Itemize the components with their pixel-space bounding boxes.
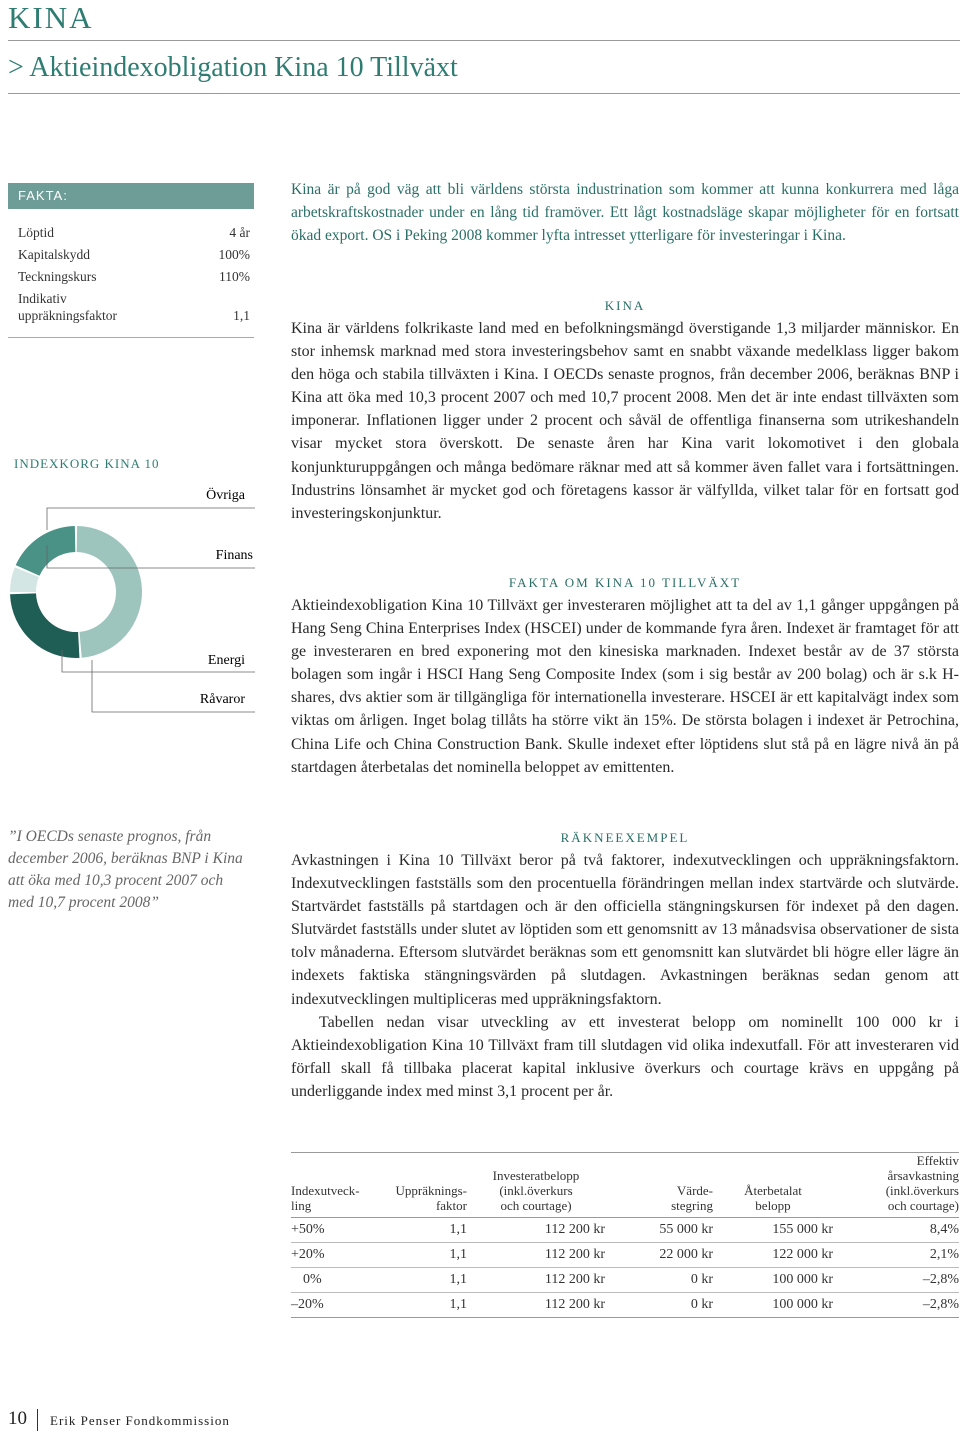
table-cell: –20%	[291, 1297, 324, 1312]
fact-row	[18, 246, 250, 263]
page-subtitle: > Aktieindexobligation Kina 10 Tillväxt	[8, 52, 458, 83]
header-divider	[8, 40, 960, 41]
table-cell: 2,1%	[929, 1247, 959, 1262]
table-cell: 1,1	[449, 1222, 467, 1237]
fact-row	[18, 268, 250, 285]
intro-paragraph: Kina är på god väg att bli världens största industrination som kommer att kunna konkurrera med låga arbetskraftskostnader under en lång tid framöver. Ett lågt kostnadsläge skapar möjligheter för en fortsatt ökad export. OS i Peking 2008 kommer lyfta intresset ytterligare för investeringar i Kina.	[291, 181, 959, 245]
table-header: Återbetalat belopp	[744, 1183, 802, 1213]
table-cell: 0%	[303, 1272, 322, 1287]
table-header: Indexutveck- ling	[291, 1183, 360, 1213]
donut-segment-ravaror	[77, 526, 142, 658]
fact-label: Kapitalskydd	[18, 247, 90, 262]
table-cell: 1,1	[449, 1297, 467, 1312]
table-cell: –2,8%	[922, 1297, 959, 1312]
segment-label-ravaror: Råvaror	[199, 692, 245, 707]
table-cell: 155 000 kr	[772, 1222, 833, 1237]
return-example-table	[291, 1152, 959, 1318]
facts-heading: FAKTA:	[8, 183, 254, 209]
donut-segment-energi	[10, 593, 79, 658]
fact-label: uppräkningsfaktor	[18, 308, 117, 323]
fact-value: 110%	[219, 269, 250, 284]
section-body-kina: Kina är världens folkrikaste land med en befolkningsmängd överstigande 1,3 miljarder människor. En stor inhemsk marknad med stora investeringsbehov samt en snabbt växande medelklass ligger bakom den höga och stabila tillväxten i Kina. I OECDs senaste prognos, från december 2006, beräknas BNP i Kina att öka med 10,3 procent 2007 och med 10,7 procent 2008. Men det är inte endast tillväxten som imponerar. Inflationen ligger under 2 procent och såväl de offentliga finanserna som utrikeshandeln visar mycket stora överskott. De senaste åren har Kina varit lokomotivet i den globala konjunkturuppgången och många bedömare räknar med att så kommer även fallet vara i fortsättningen. Industrins lönsamhet är mycket god och företagens kassor är välfyllda, vilket talar för en fortsatt god investeringskonjunktur.	[291, 320, 959, 522]
table-row	[291, 1243, 959, 1268]
section-heading-kina: KINA	[604, 298, 646, 313]
table-header: Effektiv årsavkastning (inkl.överkurs och courtage)	[885, 1153, 959, 1213]
pull-quote: ”I OECDs senaste prognos, från december 2006, beräknas BNP i Kina att öka med 10,3 procent 2007 och med 10,7 procent 2008”	[8, 828, 243, 911]
table-header-row	[291, 1153, 959, 1218]
segment-label-ovriga: Övriga	[206, 488, 245, 503]
facts-box	[8, 183, 254, 338]
fact-row	[18, 307, 250, 324]
fact-label: Löptid	[18, 225, 54, 240]
page-title: KINA	[8, 0, 94, 35]
fact-row	[18, 224, 250, 241]
fact-row	[18, 290, 250, 307]
table-cell: 8,4%	[929, 1222, 959, 1237]
table-cell: 0 kr	[690, 1272, 713, 1287]
rakneexempel-paragraph-2: Tabellen nedan visar utveckling av ett investerat belopp om nominellt 100 000 kr i Aktieindexobligation Kina 10 Tillväxt fram till slutdagen vid olika indexutfall. För att investeraren vid förfall skall få tillbaka placerat kapital inklusive överkurs och courtage krävs en uppgång på underliggande index med minst 3,1 procent per år.	[291, 1013, 959, 1100]
subtitle-divider	[8, 93, 960, 94]
table-header: Investeratbelopp (inkl.överkurs och courtage)	[492, 1168, 580, 1213]
fact-label: Indikativ	[18, 291, 67, 306]
rakneexempel-paragraph-1: Avkastningen i Kina 10 Tillväxt beror på två faktorer, indexutvecklingen och uppräkningsfaktorn. Indexutvecklingen fastställs som den procentuella förändringen mellan index startvärde och slutvärde. Startvärdet fastställs på startdagen och är den officiella stängningskursen för indexet på den dagen. Slutvärdet fastställs under slutet av löptiden som ett genomsnitt av 13 månadsvisa observationer de sista tolv månaderna. Eftersom slutvärdet beräknas som ett genomsnitt kan slutvärdet bli högre eller lägre än indexets faktiska stängningsvärden på slutdagen. Avkastningen beräknas sedan genom att indexutvecklingen multipliceras med uppräkningsfaktorn.	[291, 852, 959, 1008]
page-number: 10	[8, 1408, 27, 1429]
index-basket-donut-chart	[0, 480, 262, 720]
table-cell: 112 200 kr	[544, 1222, 605, 1237]
table-cell: 112 200 kr	[544, 1272, 605, 1287]
table-row	[291, 1268, 959, 1293]
table-header: Värde- stegring	[671, 1183, 713, 1213]
table-cell: 100 000 kr	[772, 1272, 833, 1287]
section-heading-rakneexempel: RÄKNEEXEMPEL	[560, 830, 690, 845]
section-body-fakta: Aktieindexobligation Kina 10 Tillväxt ger investeraren möjlighet att ta del av 1,1 gånger uppgången på Hang Seng China Enterprises Index (HSCEI) under de kommande fyra åren. Indexet är framtaget för att ge investeraren en bred exponering mot den kinesiska marknaden. Indexet består av de 37 största bolagen som ingår i HSCI Hang Seng Composite Index (som i sig består av 200 bolag) och är s.k H-shares, dvs aktier som är tillgängliga för internationella investerare. HSCEI är ett kapitalvägt index som viktas om årligen. Inget bolag tillåts ha större vikt än 15%. De största bolagen i indexet är Petrochina, China Life och China Construction Bank. Skulle indexet efter löptidens slut stå på en lägre nivå än på startdagen återbetalas det nominella beloppet av emittenten.	[291, 597, 959, 776]
section-body-rakneexempel	[291, 849, 959, 1103]
table-cell: 112 200 kr	[544, 1247, 605, 1262]
table-cell: 1,1	[449, 1272, 467, 1287]
table-header: Uppräknings- faktor	[395, 1183, 467, 1213]
table-cell: –2,8%	[922, 1272, 959, 1287]
table-cell: +20%	[291, 1247, 325, 1262]
footer-publisher: Erik Penser Fondkommission	[50, 1413, 230, 1428]
table-cell: 1,1	[449, 1247, 467, 1262]
table-cell: 0 kr	[690, 1297, 713, 1312]
segment-label-energi: Energi	[207, 653, 245, 668]
table-cell: 100 000 kr	[772, 1297, 833, 1312]
fact-label: Teckningskurs	[18, 269, 97, 284]
table-cell: +50%	[291, 1222, 325, 1237]
section-heading-fakta: FAKTA OM KINA 10 TILLVÄXT	[508, 575, 742, 590]
table-cell: 112 200 kr	[544, 1297, 605, 1312]
fact-value: 4 år	[229, 225, 250, 240]
segment-label-finans: Finans	[215, 548, 253, 563]
footer-separator	[37, 1409, 38, 1431]
index-basket-title: INDEXKORG KINA 10	[14, 456, 160, 471]
table-cell: 22 000 kr	[659, 1247, 713, 1262]
table-cell: 122 000 kr	[772, 1247, 833, 1262]
table-row	[291, 1218, 959, 1243]
fact-value: 1,1	[233, 308, 250, 323]
table-row	[291, 1293, 959, 1318]
table-cell: 55 000 kr	[659, 1222, 713, 1237]
fact-value: 100%	[218, 247, 250, 262]
